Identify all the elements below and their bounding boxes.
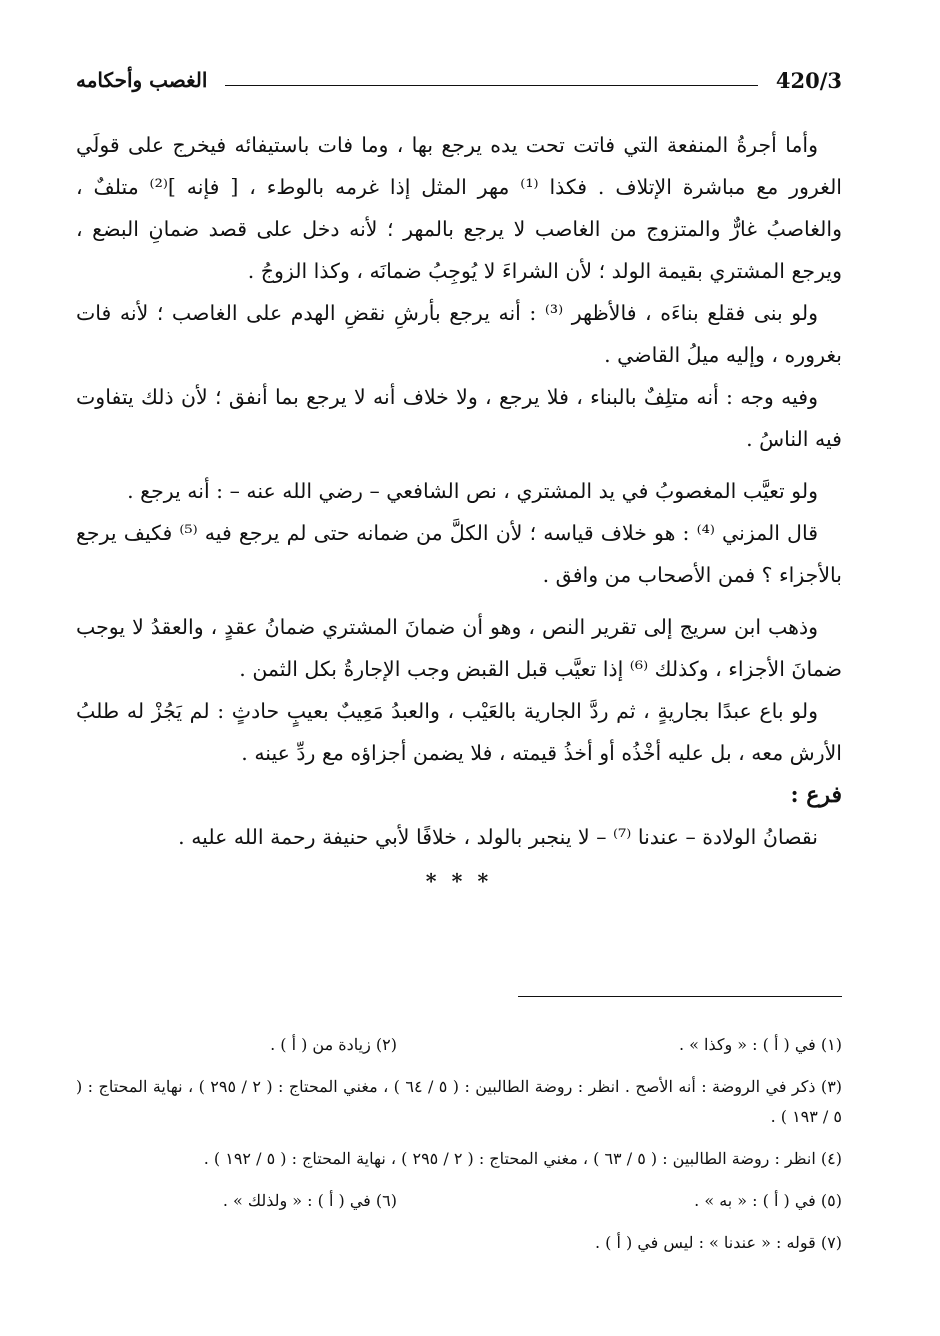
page-header: [76, 62, 842, 98]
paragraph: ولو تعيَّب المغصوبُ في يد المشتري ، نص الشافعي – رضي الله عنه – : أنه يرجع .: [127, 479, 818, 503]
paragraph: وذهب ابن سريج إلى تقرير النص ، وهو أن ضمانَ المشتري ضمانُ عقدٍ ، والعقدُ لا يوجب ضمانَ الأجزاء ، وكذلك ⁽⁶⁾ إذا تعيَّب قبل القبض وجب الإجارةُ بكل الثمن .: [76, 615, 842, 681]
main-text: [76, 124, 842, 902]
footnote: (٣) ذكر في الروضة : أنه الأصح . انظر : روضة الطالبين : ( ٥ / ٦٤ ) ، مغني المحتاج : ( ٢ / ٢٩٥ ) ، نهاية المحتاج : ( ٥ / ١٩٣ ) .: [76, 1077, 843, 1126]
paragraph: ولو بنى فقلع بناءَه ، فالأظهر ⁽³⁾ : أنه يرجع بأرشِ نقضِ الهدم على الغاصب ؛ لأنه فات بغروره ، وإليه ميلُ القاضي .: [76, 301, 842, 367]
paragraph: ولو باع عبدًا بجاريةٍ ، ثم ردَّ الجارية بالعَيْب ، والعبدُ مَعِيبٌ بعيبٍ حادثٍ : لم يَجُزْ له طلبُ الأرش معه ، بل عليه أخْذُه أو أخذُ قيمته ، فلا يضمن أجزاؤه مع ردِّ عينه .: [76, 699, 842, 765]
footnote: (٧) قوله : « عندنا » : ليس في ( أ ) .: [594, 1233, 842, 1252]
footnotes: [76, 1030, 842, 1270]
footnote: (٥) في ( أ ) : « به » .: [694, 1191, 842, 1210]
footnote: (١) في ( أ ) : « وكذا » .: [678, 1035, 842, 1054]
paragraph: قال المزني ⁽⁴⁾ : هو خلاف قياسه ؛ لأن الكلَّ من ضمانه حتى لم يرجع فيه ⁽⁵⁾ فكيف يرجع بالأجزاء ؟ فمن الأصحاب من وافق .: [76, 521, 842, 587]
section-heading: فرع :: [790, 782, 842, 808]
footnote: (٤) انظر : روضة الطالبين : ( ٥ / ٦٣ ) ، مغني المحتاج : ( ٢ / ٢٩٥ ) ، نهاية المحتاج : ( ٥ / ١٩٢ ) .: [203, 1149, 842, 1168]
running-title: الغصب وأحكامه: [76, 68, 208, 92]
footnote: (٢) زيادة من ( أ ) .: [270, 1035, 397, 1054]
paragraph: وأما أجرةُ المنفعة التي فاتت تحت يده يرجع بها ، وما فات باستيفائه فيخرج على قولَي الغرور مع مباشرة الإتلاف . فكذا ⁽¹⁾ مهر المثل إذا غرمه بالوطء ، [ فإنه ]⁽²⁾ متلفٌ ، والغاصبُ غارٌّ والمتزوج من الغاصب لا يرجع بالمهر ؛ لأنه دخل على قصد ضمانِ البضع ، ويرجع المشتري بقيمة الولد ؛ لأن الشراءَ لا يُوجِبُ ضمانَه ، وكذا الزوجُ .: [76, 133, 843, 283]
paragraph: نقصانُ الولادة – عندنا ⁽⁷⁾ – لا ينجبر بالولد ، خلافًا لأبي حنيفة رحمة الله عليه .: [178, 825, 818, 849]
section-end-ornament: * * *: [425, 869, 493, 893]
header-rule: [225, 85, 757, 86]
footnote: (٦) في ( أ ) : « ولذلك » .: [222, 1191, 397, 1210]
footnote-row: [76, 1186, 842, 1216]
page-number: 420/3: [775, 67, 842, 93]
paragraph: وفيه وجه : أنه متلِفٌ بالبناء ، فلا يرجع ، ولا خلاف أنه لا يرجع بما أنفق ؛ لأن ذلك يتفاوت فيه الناسُ .: [76, 385, 842, 451]
footnote-separator: [518, 996, 842, 997]
footnote-row: [76, 1030, 842, 1060]
